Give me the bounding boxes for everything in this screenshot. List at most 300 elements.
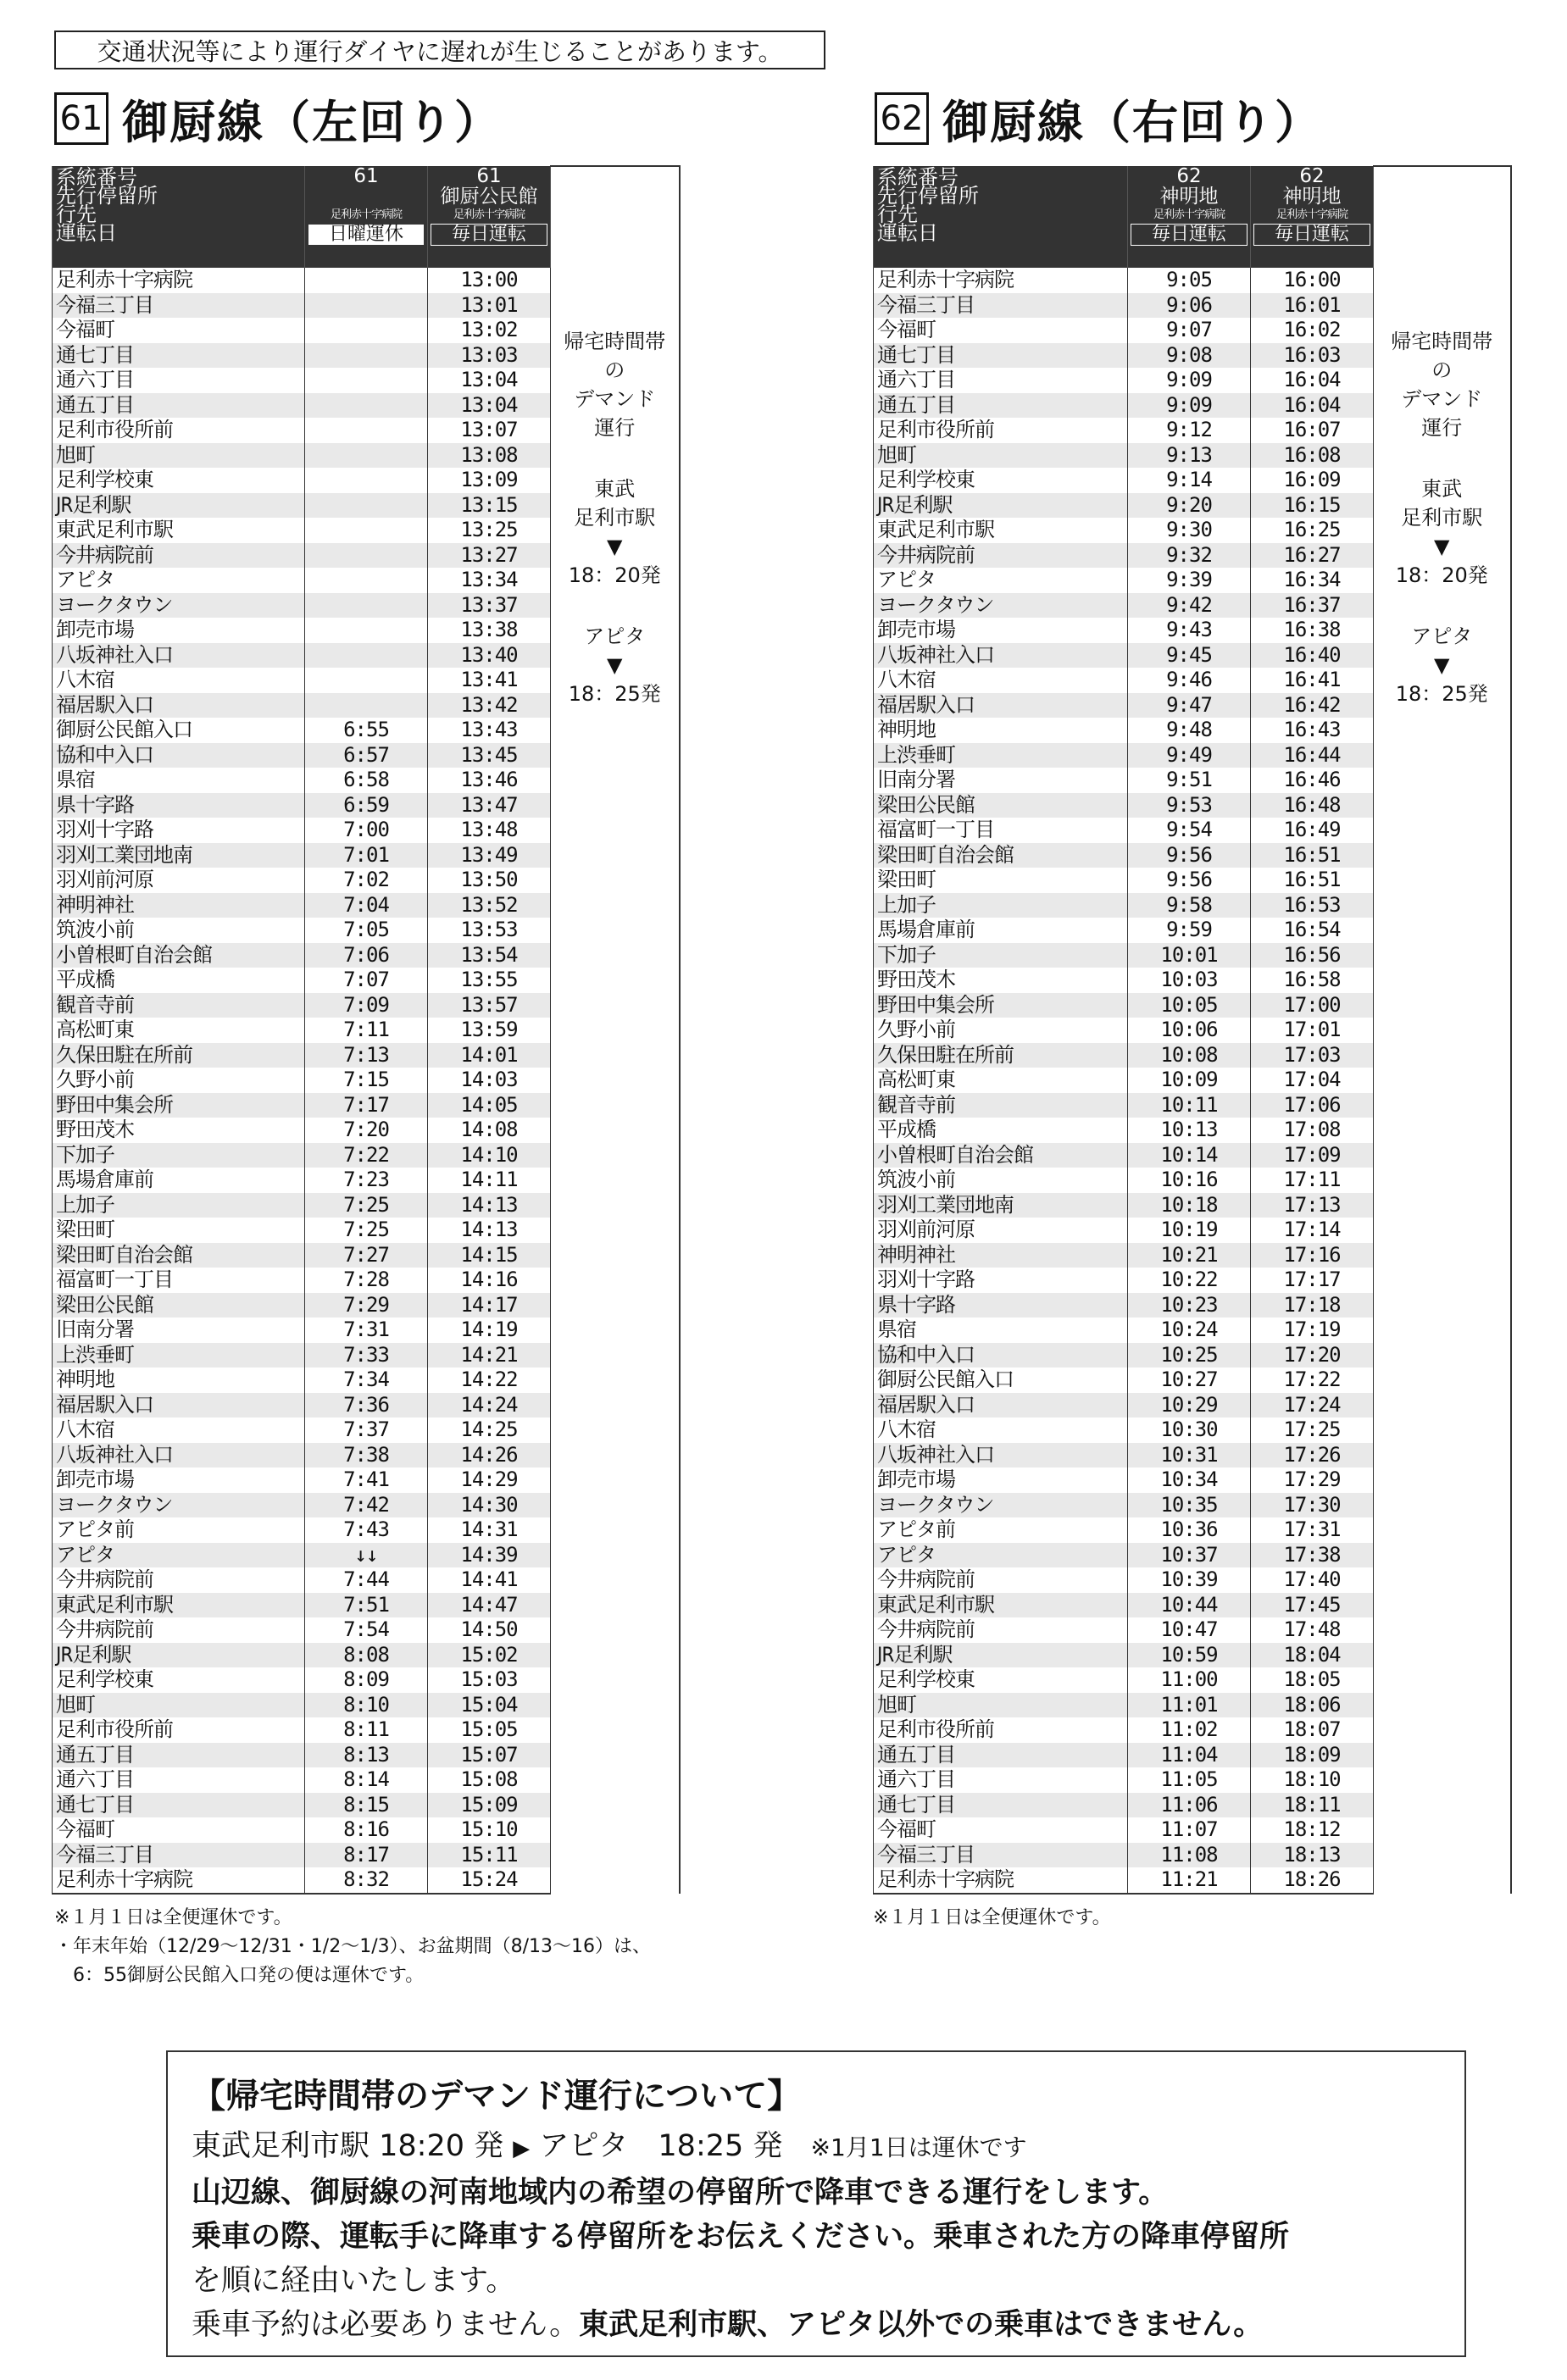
stop-name: 八坂神社入口	[53, 643, 305, 669]
stop-name: 久野小前	[53, 1068, 305, 1093]
side-text: 18：20発	[1395, 563, 1488, 587]
stop-name: アピタ前	[874, 1517, 1128, 1543]
stop-name: 東武足利市駅	[53, 518, 305, 543]
departure-time: 17:17	[1251, 1268, 1374, 1293]
departure-time: 9:13	[1128, 443, 1251, 469]
departure-time: 9:48	[1128, 718, 1251, 743]
departure-time	[305, 493, 428, 519]
side-header-blank	[551, 166, 680, 268]
stop-name: 下加子	[53, 1143, 305, 1168]
departure-time: 15:24	[428, 1867, 551, 1894]
departure-time: 14:31	[428, 1517, 551, 1543]
departure-time: 13:42	[428, 693, 551, 718]
header-labels	[53, 166, 305, 268]
departure-time: 10:21	[1128, 1243, 1251, 1268]
stop-name: 足利市役所前	[53, 1717, 305, 1743]
departure-time: 17:04	[1251, 1068, 1374, 1093]
stop-name: 神明神社	[874, 1243, 1128, 1268]
side-text: アピタ	[1411, 624, 1473, 648]
departure-time: 16:46	[1251, 768, 1374, 793]
stop-name: 羽刈十字路	[53, 818, 305, 843]
stop-name: 久保田駐在所前	[874, 1043, 1128, 1068]
departure-time: 10:31	[1128, 1443, 1251, 1468]
departure-time: 16:48	[1251, 793, 1374, 818]
departure-time: 10:29	[1128, 1393, 1251, 1418]
departure-time: 16:25	[1251, 518, 1374, 543]
departure-time: 7:33	[305, 1343, 428, 1368]
departure-time	[305, 318, 428, 343]
departure-time: 15:05	[428, 1717, 551, 1743]
stop-name: 足利赤十字病院	[874, 268, 1128, 293]
stop-name: 八木宿	[53, 1417, 305, 1443]
departure-time: 13:55	[428, 968, 551, 993]
departure-time: 9:46	[1128, 668, 1251, 693]
departure-time: 9:08	[1128, 343, 1251, 369]
stop-name: 東武足利市駅	[53, 1593, 305, 1618]
departure-time: 13:52	[428, 893, 551, 918]
departure-time: 9:59	[1128, 918, 1251, 943]
trip-column-header	[305, 166, 428, 268]
departure-time: 13:46	[428, 768, 551, 793]
departure-time: 10:19	[1128, 1218, 1251, 1243]
departure-time: 16:00	[1251, 268, 1374, 293]
departure-time: 9:53	[1128, 793, 1251, 818]
departure-time: 16:07	[1251, 418, 1374, 443]
departure-time: 16:38	[1251, 618, 1374, 643]
stop-name: 小曽根町自治会館	[53, 943, 305, 968]
departure-time: 7:02	[305, 868, 428, 893]
side-text: 18：25発	[568, 682, 661, 706]
stop-name: 足利学校東	[53, 468, 305, 493]
stop-name: 羽刈前河原	[53, 868, 305, 893]
stop-name: JR足利駅	[874, 493, 1128, 519]
departure-time: 14:39	[428, 1543, 551, 1568]
stop-name: 上加子	[874, 893, 1128, 918]
departure-time	[305, 443, 428, 469]
route-61-title	[54, 88, 502, 149]
stop-name: 卸売市場	[874, 1467, 1128, 1493]
departure-time: 7:06	[305, 943, 428, 968]
stop-name: アピタ	[53, 1543, 305, 1568]
note-line: 6：55御厨公民館入口発の便は運休です。	[54, 1965, 425, 1986]
departure-time: 7:05	[305, 918, 428, 943]
departure-time: 13:49	[428, 843, 551, 868]
departure-time: 10:30	[1128, 1417, 1251, 1443]
departure-time: 13:48	[428, 818, 551, 843]
departure-time: 7:09	[305, 993, 428, 1018]
departure-time: 7:42	[305, 1493, 428, 1518]
departure-time: 6:57	[305, 743, 428, 768]
trip-operating-days: 日曜運休	[308, 224, 425, 246]
departure-time: 7:17	[305, 1093, 428, 1118]
departure-time: 7:44	[305, 1567, 428, 1593]
route-number-badge: 62	[875, 92, 929, 145]
side-text: 東武	[1421, 477, 1463, 501]
stop-name: 観音寺前	[53, 993, 305, 1018]
stop-name: 通六丁目	[53, 1767, 305, 1793]
departure-time: 10:34	[1128, 1467, 1251, 1493]
side-text: の	[1431, 358, 1453, 382]
departure-time: 16:40	[1251, 643, 1374, 669]
departure-time: 9:06	[1128, 293, 1251, 319]
demand-departure-tobu: 東武足利市駅 18:20 発	[192, 2129, 504, 2163]
stop-name: 今福町	[53, 318, 305, 343]
side-text: 東武	[594, 477, 636, 501]
departure-time: 7:34	[305, 1368, 428, 1393]
stop-name: 旭町	[874, 1693, 1128, 1718]
demand-route-line	[192, 2124, 1441, 2171]
stop-name: 県十字路	[874, 1293, 1128, 1318]
departure-time: 17:11	[1251, 1168, 1374, 1193]
stop-name: 八木宿	[874, 668, 1128, 693]
stop-name: 卸売市場	[53, 1467, 305, 1493]
stop-name: 梁田町自治会館	[874, 843, 1128, 868]
stop-name: 羽刈十字路	[874, 1268, 1128, 1293]
departure-time: 17:19	[1251, 1318, 1374, 1343]
departure-time: 17:13	[1251, 1193, 1374, 1218]
stop-name: 羽刈前河原	[874, 1218, 1128, 1243]
stop-name: 福居駅入口	[874, 1393, 1128, 1418]
trip-route-number: 62	[1299, 165, 1325, 187]
departure-time: 13:04	[428, 393, 551, 419]
stop-name: 通七丁目	[53, 1793, 305, 1818]
stop-name: 旧南分署	[874, 768, 1128, 793]
departure-time: 16:09	[1251, 468, 1374, 493]
departure-time: 10:03	[1128, 968, 1251, 993]
timetable-62	[873, 165, 1512, 1895]
stop-name: 神明地	[53, 1368, 305, 1393]
departure-time: 13:27	[428, 543, 551, 569]
stop-name: アピタ	[874, 568, 1128, 593]
departure-time: 18:04	[1251, 1643, 1374, 1668]
side-text: の	[604, 358, 625, 382]
departure-time: 13:02	[428, 318, 551, 343]
departure-time	[305, 643, 428, 669]
departure-time: 14:47	[428, 1593, 551, 1618]
stop-name: 小曽根町自治会館	[874, 1143, 1128, 1168]
route-number-badge: 61	[54, 92, 108, 145]
departure-time: 7:20	[305, 1118, 428, 1143]
demand-title: 【帰宅時間帯のデマンド運行について】	[192, 2077, 802, 2116]
trip-column-header	[1251, 166, 1374, 268]
departure-time: 8:09	[305, 1667, 428, 1693]
departure-time: 17:22	[1251, 1368, 1374, 1393]
note-line: ※１月１日は全便運休です。	[54, 1907, 292, 1928]
departure-time: 13:38	[428, 618, 551, 643]
label-destination: 行先	[56, 202, 97, 226]
stop-name: 下加子	[874, 943, 1128, 968]
departure-time: 13:34	[428, 568, 551, 593]
departure-time: 9:51	[1128, 768, 1251, 793]
delay-notice: 交通状況等により運行ダイヤに遅れが生じることがあります。	[54, 31, 825, 69]
side-text: 運行	[594, 416, 636, 440]
departure-time: 17:26	[1251, 1443, 1374, 1468]
departure-time: 7:01	[305, 843, 428, 868]
departure-time	[305, 668, 428, 693]
demand-holiday-note: ※1月1日は運休です	[810, 2133, 1027, 2161]
departure-time	[305, 518, 428, 543]
departure-time: 10:44	[1128, 1593, 1251, 1618]
departure-time: 18:10	[1251, 1767, 1374, 1793]
departure-time: 17:29	[1251, 1467, 1374, 1493]
departure-time: 18:07	[1251, 1717, 1374, 1743]
label-destination: 行先	[877, 202, 918, 226]
departure-time: 9:49	[1128, 743, 1251, 768]
departure-time: 18:05	[1251, 1667, 1374, 1693]
route-62-title	[875, 88, 1322, 149]
departure-time: 13:53	[428, 918, 551, 943]
stop-name: 福富町一丁目	[53, 1268, 305, 1293]
departure-time: 10:01	[1128, 943, 1251, 968]
departure-time	[305, 568, 428, 593]
departure-time: 7:27	[305, 1243, 428, 1268]
departure-time: 18:26	[1251, 1867, 1374, 1894]
trip-via: 足利赤十字病院	[1153, 208, 1225, 221]
departure-time: 14:17	[428, 1293, 551, 1318]
departure-time: 7:41	[305, 1467, 428, 1493]
departure-time: 10:22	[1128, 1268, 1251, 1293]
stop-name: アピタ前	[53, 1517, 305, 1543]
departure-time: 14:25	[428, 1417, 551, 1443]
stop-name: 通五丁目	[874, 393, 1128, 419]
departure-time: 10:11	[1128, 1093, 1251, 1118]
departure-time: 9:47	[1128, 693, 1251, 718]
departure-time: 16:41	[1251, 668, 1374, 693]
stop-name: 今福三丁目	[874, 293, 1128, 319]
departure-time: 16:34	[1251, 568, 1374, 593]
departure-time: 15:02	[428, 1643, 551, 1668]
demand-side-info	[551, 268, 680, 1894]
side-tobu-departure	[1374, 474, 1510, 590]
demand-desc-4	[192, 2303, 1441, 2347]
departure-time: 14:26	[428, 1443, 551, 1468]
departure-time: 7:15	[305, 1068, 428, 1093]
label-operating-days: 運転日	[56, 221, 117, 245]
departure-time: 7:11	[305, 1018, 428, 1043]
stop-name: 足利学校東	[874, 1667, 1128, 1693]
departure-time: 9:30	[1128, 518, 1251, 543]
departure-time	[305, 293, 428, 319]
departure-time: 6:59	[305, 793, 428, 818]
departure-time: 8:32	[305, 1867, 428, 1894]
departure-time: 9:39	[1128, 568, 1251, 593]
stop-name: 今福三丁目	[53, 293, 305, 319]
table-row	[53, 268, 680, 293]
stop-name: 今福町	[874, 1817, 1128, 1843]
departure-time: 11:00	[1128, 1667, 1251, 1693]
departure-time: 13:07	[428, 418, 551, 443]
departure-time: 9:42	[1128, 593, 1251, 619]
side-header-blank	[1374, 166, 1511, 268]
departure-time: 15:11	[428, 1843, 551, 1868]
trip-route-number: 61	[476, 165, 502, 187]
label-first-stop: 先行停留所	[877, 184, 979, 208]
departure-time: 8:13	[305, 1743, 428, 1768]
departure-time: 8:14	[305, 1767, 428, 1793]
side-text: デマンド	[574, 387, 656, 411]
side-text: 運行	[1421, 416, 1463, 440]
stop-name: 県十字路	[53, 793, 305, 818]
departure-time: 11:04	[1128, 1743, 1251, 1768]
departure-time: 7:25	[305, 1218, 428, 1243]
departure-time: 7:31	[305, 1318, 428, 1343]
departure-time: 10:06	[1128, 1018, 1251, 1043]
departure-time: 18:09	[1251, 1743, 1374, 1768]
side-text: 足利市駅	[1401, 506, 1483, 530]
stop-name: 足利赤十字病院	[53, 268, 305, 293]
trip-destination: 神明地	[1282, 186, 1342, 208]
departure-time: 17:00	[1251, 993, 1374, 1018]
stop-name: 馬場倉庫前	[874, 918, 1128, 943]
departure-time	[305, 268, 428, 293]
departure-time	[305, 343, 428, 369]
stop-name: 観音寺前	[874, 1093, 1128, 1118]
departure-time	[305, 618, 428, 643]
departure-time: 9:14	[1128, 468, 1251, 493]
departure-time: 10:25	[1128, 1343, 1251, 1368]
departure-time: 10:36	[1128, 1517, 1251, 1543]
stop-name: 上加子	[53, 1193, 305, 1218]
departure-time: 17:45	[1251, 1593, 1374, 1618]
departure-time: 16:04	[1251, 368, 1374, 393]
stop-name: 野田茂木	[874, 968, 1128, 993]
departure-time: 18:13	[1251, 1843, 1374, 1868]
departure-time: 17:25	[1251, 1417, 1374, 1443]
departure-time: 13:03	[428, 343, 551, 369]
stop-name: 今井病院前	[874, 1617, 1128, 1643]
departure-time: 13:43	[428, 718, 551, 743]
departure-time: 10:39	[1128, 1567, 1251, 1593]
departure-time: 16:15	[1251, 493, 1374, 519]
departure-time: 14:03	[428, 1068, 551, 1093]
departure-time: 14:08	[428, 1118, 551, 1143]
departure-time: 16:56	[1251, 943, 1374, 968]
stop-name: 通六丁目	[53, 368, 305, 393]
departure-time: 7:43	[305, 1517, 428, 1543]
stop-name: ヨークタウン	[874, 593, 1128, 619]
departure-time: 8:17	[305, 1843, 428, 1868]
stop-name: 東武足利市駅	[874, 1593, 1128, 1618]
departure-time: 11:06	[1128, 1793, 1251, 1818]
departure-time: 17:14	[1251, 1218, 1374, 1243]
stop-name: 御厨公民館入口	[53, 718, 305, 743]
departure-time: 14:01	[428, 1043, 551, 1068]
stop-name: 県宿	[53, 768, 305, 793]
departure-time: 6:58	[305, 768, 428, 793]
departure-time: ↓↓	[305, 1543, 428, 1568]
departure-time: 14:24	[428, 1393, 551, 1418]
departure-time: 17:30	[1251, 1493, 1374, 1518]
stop-name: 旧南分署	[53, 1318, 305, 1343]
departure-time: 9:43	[1128, 618, 1251, 643]
departure-time: 10:24	[1128, 1318, 1251, 1343]
departure-time: 15:08	[428, 1767, 551, 1793]
side-text: アピタ	[584, 624, 646, 648]
stop-name: 通七丁目	[874, 1793, 1128, 1818]
side-demand-label	[551, 327, 679, 442]
departure-time: 8:15	[305, 1793, 428, 1818]
stop-name: 羽刈工業団地南	[874, 1193, 1128, 1218]
stop-name: 通五丁目	[53, 393, 305, 419]
notes-61	[54, 1904, 651, 1990]
departure-time: 16:02	[1251, 318, 1374, 343]
departure-time: 14:13	[428, 1218, 551, 1243]
departure-time: 14:29	[428, 1467, 551, 1493]
stop-name: 今井病院前	[53, 1567, 305, 1593]
stop-name: アピタ	[53, 568, 305, 593]
stop-name: JR足利駅	[874, 1643, 1128, 1668]
stop-name: 今井病院前	[874, 543, 1128, 569]
stop-name: 久保田駐在所前	[53, 1043, 305, 1068]
stop-name: 八坂神社入口	[874, 643, 1128, 669]
stop-name: 旭町	[53, 1693, 305, 1718]
departure-time: 14:13	[428, 1193, 551, 1218]
departure-time: 10:05	[1128, 993, 1251, 1018]
departure-time: 17:03	[1251, 1043, 1374, 1068]
trip-operating-days: 毎日運転	[431, 224, 547, 246]
departure-time: 13:47	[428, 793, 551, 818]
departure-time: 10:18	[1128, 1193, 1251, 1218]
departure-time: 16:04	[1251, 393, 1374, 419]
stop-name: 東武足利市駅	[874, 518, 1128, 543]
note-line: ・年末年始（12/29〜12/31・1/2〜1/3）、お盆期間（8/13〜16）は、	[54, 1936, 652, 1957]
triangle-down-icon: ▼	[607, 653, 623, 677]
departure-time: 16:49	[1251, 818, 1374, 843]
departure-time: 14:50	[428, 1617, 551, 1643]
stop-name: 今福三丁目	[874, 1843, 1128, 1868]
stop-name: 高松町東	[874, 1068, 1128, 1093]
stop-name: 足利市役所前	[53, 418, 305, 443]
departure-time: 11:01	[1128, 1693, 1251, 1718]
label-route-number: 系統番号	[877, 165, 959, 189]
departure-time: 17:20	[1251, 1343, 1374, 1368]
departure-time: 17:18	[1251, 1293, 1374, 1318]
departure-time: 11:08	[1128, 1843, 1251, 1868]
departure-time	[305, 693, 428, 718]
departure-time: 16:58	[1251, 968, 1374, 993]
arrow-right-icon: ▶	[513, 2136, 531, 2161]
departure-time: 7:29	[305, 1293, 428, 1318]
stop-name: 今井病院前	[53, 543, 305, 569]
departure-time: 7:00	[305, 818, 428, 843]
departure-time: 9:45	[1128, 643, 1251, 669]
departure-time: 16:27	[1251, 543, 1374, 569]
departure-time: 10:13	[1128, 1118, 1251, 1143]
departure-time: 9:09	[1128, 368, 1251, 393]
stop-name: ヨークタウン	[53, 593, 305, 619]
stop-name: 旭町	[53, 443, 305, 469]
departure-time: 7:13	[305, 1043, 428, 1068]
departure-time: 7:04	[305, 893, 428, 918]
departure-time: 17:48	[1251, 1617, 1374, 1643]
departure-time: 9:56	[1128, 868, 1251, 893]
departure-time: 13:08	[428, 443, 551, 469]
stop-name: ヨークタウン	[874, 1493, 1128, 1518]
trip-via: 足利赤十字病院	[330, 208, 402, 221]
departure-time: 7:38	[305, 1443, 428, 1468]
stop-name: 神明神社	[53, 893, 305, 918]
departure-time: 10:37	[1128, 1543, 1251, 1568]
departure-time: 10:59	[1128, 1643, 1251, 1668]
departure-time: 7:51	[305, 1593, 428, 1618]
departure-time: 17:38	[1251, 1543, 1374, 1568]
trip-destination	[305, 186, 427, 207]
side-text: 足利市駅	[574, 506, 656, 530]
departure-time: 13:59	[428, 1018, 551, 1043]
departure-time: 17:06	[1251, 1093, 1374, 1118]
departure-time: 7:07	[305, 968, 428, 993]
departure-time: 9:58	[1128, 893, 1251, 918]
